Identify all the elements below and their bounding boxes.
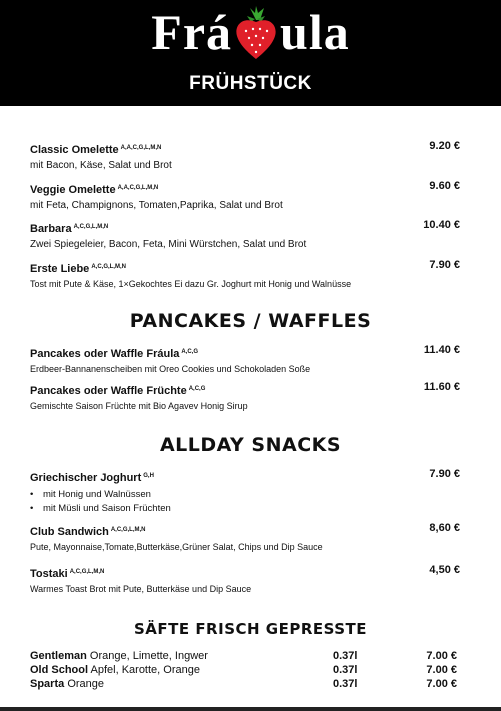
item-allergens: A,C,G — [188, 386, 206, 392]
item-description: mit Bacon, Käse, Salat und Brot — [30, 160, 172, 171]
menu-item-pancakes-fraula — [30, 344, 470, 374]
item-allergens: A,C,G,L,M,N — [73, 224, 109, 230]
item-description: Tost mit Pute & Käse, 1×Gekochtes Ei dazu Gr. Joghurt mit Honig und Walnüsse — [30, 279, 352, 289]
juice-name: Gentleman — [30, 650, 87, 662]
item-name: Club Sandwich — [30, 526, 109, 538]
section-header-fruehstueck: FRÜHSTÜCK — [189, 73, 312, 94]
juice-name: Sparta — [30, 678, 65, 690]
menu-item-griechischer-joghurt — [30, 468, 470, 516]
item-name: Pancakes oder Waffle Fráula — [30, 348, 180, 360]
item-allergens: A,A,C,G,L,M,N — [120, 145, 162, 151]
item-name: Erste Liebe — [30, 263, 90, 275]
item-price: 8,60 € — [429, 522, 460, 534]
item-description: Erdbeer-Bannanenscheiben mit Oreo Cookies und Schokoladen Soße — [30, 364, 311, 374]
juice-price: 7.00 € — [426, 678, 457, 690]
item-description: mit Feta, Champignons, Tomaten,Paprika, Salat und Brot — [30, 200, 283, 211]
item-description: Zwei Spiegeleier, Bacon, Feta, Mini Würstchen, Salat und Brot — [30, 239, 307, 250]
item-allergens: A,A,C,G,L,M,N — [117, 185, 159, 191]
item-description: Pute, Mayonnaise,Tomate,Butterkäse,Grüner Salat, Chips und Dip Sauce — [30, 542, 323, 552]
item-description: Gemischte Saison Früchte mit Bio Agavev Honig Sirup — [30, 401, 248, 411]
section-title-pancakes: PANCAKES / WAFFLES — [129, 310, 372, 332]
brand-logo — [0, 4, 501, 60]
logo-text-right: ula — [280, 4, 350, 60]
juice-row-old-school — [30, 664, 470, 678]
section-title-snacks: ALLDAY SNACKS — [159, 434, 342, 456]
item-allergens: A,C,G — [181, 349, 199, 355]
juice-size: 0.37l — [333, 678, 358, 690]
item-name: Veggie Omelette — [30, 184, 116, 196]
logo-text-left: Frá — [151, 4, 233, 60]
menu-item-classic-omelette — [30, 140, 470, 171]
item-name: Classic Omelette — [30, 144, 119, 156]
item-price: 4,50 € — [429, 564, 460, 576]
item-allergens: A,C,G,L,M,N — [110, 527, 146, 533]
menu-item-veggie-omelette — [30, 180, 470, 211]
juice-price: 7.00 € — [426, 664, 457, 676]
item-price: 7.90 € — [429, 468, 460, 480]
juice-price: 7.00 € — [426, 650, 457, 662]
menu-header — [0, 0, 501, 106]
item-price: 11.60 € — [423, 381, 460, 393]
item-price: 9.60 € — [429, 180, 460, 192]
item-name: Pancakes oder Waffle Früchte — [30, 385, 187, 397]
list-item: • mit Müsli und Saison Früchten — [30, 502, 470, 516]
item-name: Barbara — [30, 223, 72, 235]
juice-row-sparta — [30, 678, 470, 692]
juice-description: Orange, Limette, Ingwer — [89, 650, 208, 662]
menu-item-tostaki — [30, 564, 470, 594]
item-allergens: G,H — [143, 473, 154, 479]
list-item: • mit Honig und Walnüssen — [30, 488, 470, 502]
menu-item-erste-liebe — [30, 259, 470, 289]
item-price: 10.40 € — [423, 219, 460, 231]
strawberry-icon — [233, 4, 279, 60]
item-name: Griechischer Joghurt — [30, 472, 142, 484]
menu-item-pancakes-fruechte — [30, 381, 470, 411]
item-allergens: A,C,G,L,M,N — [91, 264, 126, 270]
juice-description: Orange — [67, 678, 105, 690]
item-description: Warmes Toast Brot mit Pute, Butterkäse und Dip Sauce — [30, 584, 252, 594]
section-title-juices: SÄFTE FRISCH GEPRESSTE — [133, 620, 368, 638]
menu-item-barbara — [30, 219, 470, 250]
juice-row-gentleman — [30, 650, 470, 664]
bottom-divider — [0, 707, 501, 711]
juice-size: 0.37l — [333, 664, 358, 676]
item-price: 11.40 € — [423, 344, 460, 356]
item-price: 7.90 € — [429, 259, 460, 271]
juice-size: 0.37l — [333, 650, 358, 662]
item-options-list — [30, 488, 470, 516]
menu-item-club-sandwich — [30, 522, 470, 552]
item-price: 9.20 € — [429, 140, 460, 152]
item-allergens: A,C,G,L,M,N — [69, 569, 105, 575]
juice-description: Apfel, Karotte, Orange — [90, 664, 200, 676]
juice-name: Old School — [30, 664, 89, 676]
item-name: Tostaki — [30, 568, 68, 580]
